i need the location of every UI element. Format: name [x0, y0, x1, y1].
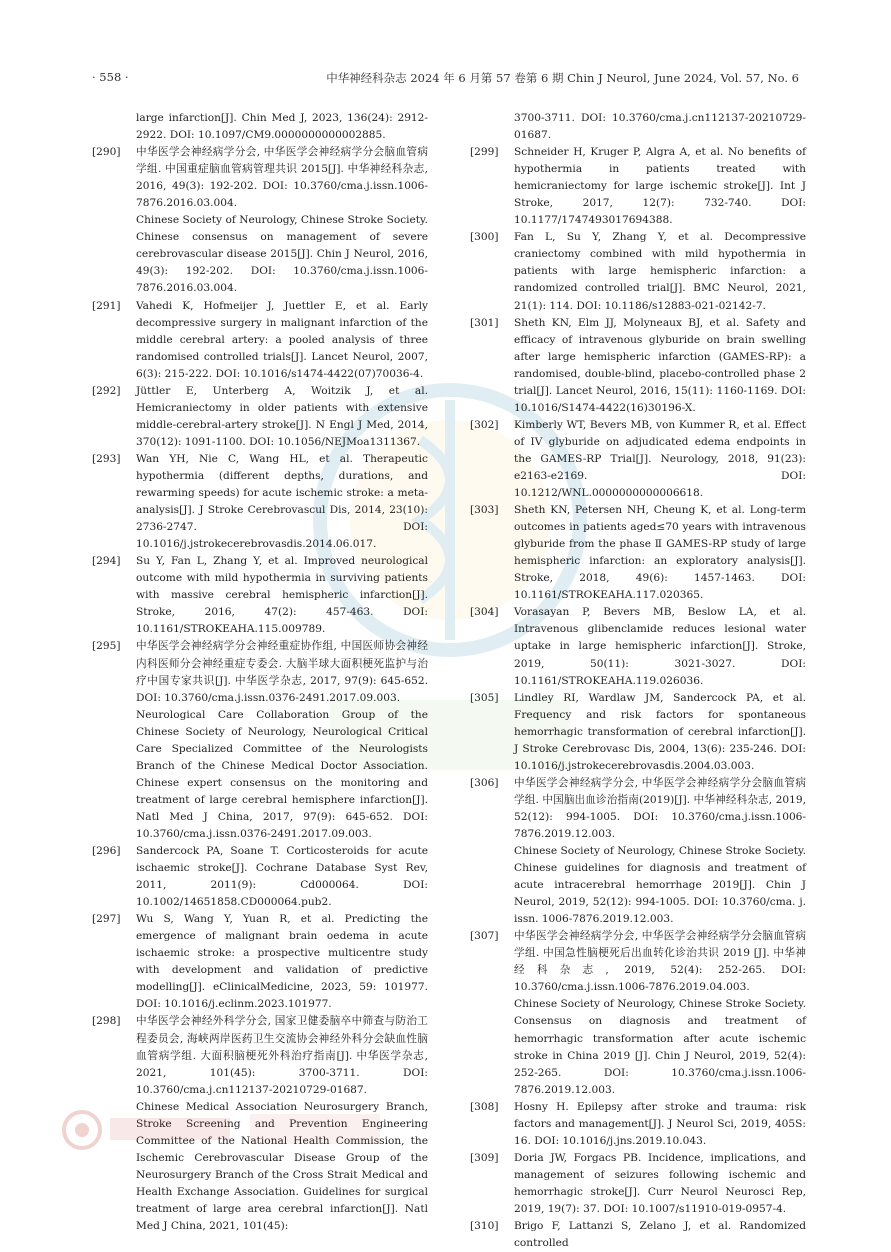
reference-item: [470, 1218, 806, 1252]
reference-number: [304]: [470, 606, 499, 619]
reference-text: 中华医学会神经病学分会神经重症协作组, 中国医师协会神经内科医师分会神经重症专委会. 大脑半球大面积梗死监护与治疗中国专家共识[J]. 中华医学杂志, 2017, 97(9): 645-652. DOI: 10.3760/cma.j.issn.0376-2491.2017.09.003.: [136, 640, 428, 704]
continued-reference: large infarction[J]. Chin Med J, 2023, 136(24): 2912-2922. DOI: 10.1097/CM9.0000000000002885.: [136, 112, 428, 142]
reference-text: Jüttler E, Unterberg A, Woitzik J, et al. Hemicraniectomy in older patients with extensive middle-cerebral-artery stroke[J]. N Engl J Med, 2014, 370(12): 1091-1100. DOI: 10.1056/NEJMoa1311367.: [136, 384, 428, 448]
reference-number: [291]: [92, 299, 121, 312]
reference-number: [292]: [92, 384, 121, 397]
reference-number: [301]: [470, 316, 499, 329]
reference-text: Sheth KN, Petersen NH, Cheung K, et al. Long-term outcomes in patients aged≤70 years with intravenous glyburide from the phase Ⅱ GAMES-RP study of large hemispheric infarction: an exploratory analysis[J]. Stroke, 2018, 49(6): 1457-1463. DOI: 10.1161/STROKEAHA.117.020365.: [514, 504, 806, 602]
reference-list-right: [470, 144, 806, 1252]
reference-text: Chinese Society of Neurology, Chinese Stroke Society. Chinese guidelines for diagnosis and treatment of acute intracerebral hemorrhage 2019[J]. Chin J Neurol, 2019, 52(12): 994-1005. DOI: 10.3760/cma. j. issn. 1006-7876.2019.12.003.: [514, 845, 806, 926]
reference-text: Lindley RI, Wardlaw JM, Sandercock PA, et al. Frequency and risk factors for spontaneous hemorrhagic transformation of cerebral infarction[J]. J Stroke Cerebrovasc Dis, 2004, 13(6): 235-246. DOI: 10.1016/j.jstrokecerebrovasdis.2004.03.003.: [514, 691, 806, 772]
reference-number: [303]: [470, 504, 499, 517]
reference-list-left: [92, 144, 428, 1235]
reference-item: [470, 229, 806, 314]
reference-item: [470, 1150, 806, 1218]
reference-number: [296]: [92, 845, 121, 858]
reference-text: Sheth KN, Elm JJ, Molyneaux BJ, et al. Safety and efficacy of intravenous glyburide on brain swelling after large hemispheric infarction (GAMES-RP): a randomised, double-blind, placebo-controlled phase 2 trial[J]. Lancet Neurol, 2016, 15(11): 1160-1169. DOI: 10.1016/S1474-4422(16)30196-X.: [514, 316, 806, 414]
reference-number: [290]: [92, 146, 121, 159]
reference-item: [470, 775, 806, 928]
reference-item: [92, 298, 428, 383]
reference-item: [470, 417, 806, 502]
reference-text: Chinese Society of Neurology, Chinese Stroke Society. Chinese consensus on management of severe cerebrovascular disease 2015[J]. Chin J Neurol, 2016, 49(3): 192-202. DOI: 10.3760/cma.j.issn.1006-7876.2016.03.004.: [136, 214, 428, 295]
reference-text: Sandercock PA, Soane T. Corticosteroids for acute ischaemic stroke[J]. Cochrane Database Syst Rev, 2011, 2011(9): Cd000064. DOI: 10.1002/14651858.CD000064.pub2.: [136, 845, 428, 909]
reference-text: 中华医学会神经病学分会, 中华医学会神经病学分会脑血管病学组. 中国急性脑梗死后出血转化诊治共识 2019 [J]. 中华神经科杂志, 2019, 52(4): 252-265. DOI: 10.3760/cma.j.issn.1006-7876.2019.04.003.: [514, 930, 806, 994]
reference-number: [298]: [92, 1015, 121, 1028]
reference-item: [470, 315, 806, 417]
reference-text: Chinese Medical Association Neurosurgery Branch, Stroke Screening and Prevention Engineering Committee of the National Health Commission, the Ischemic Cerebrovascular Disease Group of the Neurosurgery Branch of the Cross Strait Medical and Health Exchange Association. Guidelines for surgical treatment of large area cerebral infarction[J]. Natl Med J China, 2021, 101(45):: [136, 1100, 428, 1233]
reference-text: Doria JW, Forgacs PB. Incidence, implications, and management of seizures following ischemic and hemorrhagic stroke[J]. Curr Neurol Neurosci Rep, 2019, 19(7): 37. DOI: 10.1007/s11910-019-0957-4.: [514, 1151, 806, 1215]
reference-item: [92, 843, 428, 911]
reference-text: Kimberly WT, Bevers MB, von Kummer R, et al. Effect of IV glyburide on adjudicated edema endpoints in the GAMES-RP Trial[J]. Neurology, 2018, 91(23): e2163-e2169. DOI: 10.1212/WNL.0000000000006618.: [514, 418, 806, 500]
left-column: [92, 110, 428, 1235]
reference-number: [297]: [92, 913, 121, 926]
reference-text: 中华医学会神经病学分会, 中华医学会神经病学分会脑血管病学组. 中国重症脑血管病管理共识 2015[J]. 中华神经科杂志, 2016, 49(3): 192-202. DOI: 10.3760/cma.j.issn.1006-7876.2016.03.004.: [136, 146, 428, 210]
reference-item: [470, 928, 806, 1098]
page-number: · 558 ·: [92, 70, 129, 84]
reference-number: [299]: [470, 146, 499, 159]
reference-number: [307]: [470, 930, 499, 943]
reference-number: [305]: [470, 691, 499, 704]
right-column: [470, 110, 806, 1252]
page-header: [92, 70, 799, 88]
reference-number: [309]: [470, 1151, 499, 1164]
reference-item: [92, 638, 428, 843]
reference-item: [92, 911, 428, 1013]
reference-number: [293]: [92, 452, 121, 465]
reference-text: Wu S, Wang Y, Yuan R, et al. Predicting the emergence of malignant brain oedema in acute ischaemic stroke: a prospective multicentre study with development and validation of predictive modelling[J]. eClinicalMedicine, 2023, 59: 101977. DOI: 10.1016/j.eclinm.2023.101977.: [136, 913, 428, 1011]
continued-reference: 3700-3711. DOI: 10.3760/cma.j.cn112137-20210729-01687.: [514, 112, 806, 142]
reference-number: [308]: [470, 1100, 499, 1113]
reference-text: 中华医学会神经外科学分会, 国家卫健委脑卒中筛查与防治工程委员会, 海峡两岸医药卫生交流协会神经外科分会缺血性脑血管病学组. 大面积脑梗死外科治疗指南[J]. 中华医学杂志, 2021, 101(45): 3700-3711. DOI: 10.3760/cma.j.cn112137-20210729-01687.: [136, 1015, 428, 1096]
reference-item: [92, 383, 428, 451]
reference-number: [294]: [92, 555, 121, 568]
reference-item: [92, 144, 428, 297]
reference-item: [470, 604, 806, 689]
reference-item: [470, 502, 806, 604]
reference-text: Chinese Society of Neurology, Chinese Stroke Society. Consensus on diagnosis and treatment of hemorrhagic transformation after acute ischemic stroke in China 2019 [J]. Chin J Neurol, 2019, 52(4): 252-265. DOI: 10.3760/cma.j.issn.1006-7876.2019.12.003.: [514, 998, 806, 1096]
reference-item: [470, 1099, 806, 1150]
reference-text: Brigo F, Lattanzi S, Zelano J, et al. Randomized controlled: [514, 1220, 806, 1250]
reference-text: 中华医学会神经病学分会, 中华医学会神经病学分会脑血管病学组. 中国脑出血诊治指南(2019)[J]. 中华神经科杂志, 2019, 52(12): 994-1005. DOI: 10.3760/cma.j.issn.1006-7876.2019.12.003.: [514, 776, 806, 840]
reference-text: Wan YH, Nie C, Wang HL, et al. Therapeutic hypothermia (different depths, durations, and rewarming speeds) for acute ischemic stroke: a meta-analysis[J]. J Stroke Cerebrovascul Dis, 2014, 23(10): 2736-2747. DOI: 10.1016/j.jstrokecerebrovasdis.2014.06.017.: [136, 452, 428, 551]
reference-item: [92, 451, 428, 553]
reference-text: Vorasayan P, Bevers MB, Beslow LA, et al. Intravenous glibenclamide reduces lesional water uptake in large hemispheric infarction[J]. Stroke, 2019, 50(11): 3021-3027. DOI: 10.1161/STROKEAHA.119.026036.: [514, 606, 806, 687]
reference-number: [295]: [92, 640, 121, 653]
reference-item: [470, 690, 806, 775]
publisher-logo: [60, 1100, 390, 1160]
reference-text: Su Y, Fan L, Zhang Y, et al. Improved neurological outcome with mild hypothermia in surviving patients with massive cerebral hemispheric infarction[J]. Stroke, 2016, 47(2): 457-463. DOI: 10.1161/STROKEAHA.115.009789.: [136, 555, 428, 636]
reference-text: Neurological Care Collaboration Group of the Chinese Society of Neurology, Neurological Critical Care Specialized Committee of the Neurologists Branch of the Chinese Medical Doctor Association. Chinese expert consensus on the monitoring and treatment of large cerebral hemisphere infarction[J]. Natl Med J China, 2017, 97(9): 645-652. DOI: 10.3760/cma.j.issn.0376-2491.2017.09.003.: [136, 708, 428, 840]
reference-item: [470, 144, 806, 229]
reference-text: Vahedi K, Hofmeijer J, Juettler E, et al. Early decompressive surgery in malignant infarction of the middle cerebral artery: a pooled analysis of three randomised controlled trials[J]. Lancet Neurol, 2007, 6(3): 215-222. DOI: 10.1016/s1474-4422(07)70036-4.: [136, 299, 428, 380]
reference-number: [306]: [470, 776, 499, 789]
reference-number: [300]: [470, 231, 499, 244]
reference-item: [92, 553, 428, 638]
reference-number: [310]: [470, 1220, 499, 1233]
reference-number: [302]: [470, 418, 499, 431]
reference-text: Hosny H. Epilepsy after stroke and trauma: risk factors and management[J]. J Neurol Sci, 2019, 405S: 16. DOI: 10.1016/j.jns.2019.10.043.: [514, 1100, 806, 1147]
reference-text: Fan L, Su Y, Zhang Y, et al. Decompressive craniectomy combined with mild hypothermia in patients with large hemispheric infarction: a randomized controlled trial[J]. BMC Neurol, 2021, 21(1): 114. DOI: 10.1186/s12883-021-02142-7.: [514, 231, 806, 312]
reference-text: Schneider H, Kruger P, Algra A, et al. No benefits of hypothermia in patients treated with hemicraniectomy for large ischemic stroke[J]. Int J Stroke, 2017, 12(7): 732-740. DOI: 10.1177/1747493017694388.: [514, 146, 806, 227]
journal-citation-line: 中华神经科杂志 2024 年 6 月第 57 卷第 6 期 Chin J Neurol, June 2024, Vol. 57, No. 6: [326, 71, 799, 85]
